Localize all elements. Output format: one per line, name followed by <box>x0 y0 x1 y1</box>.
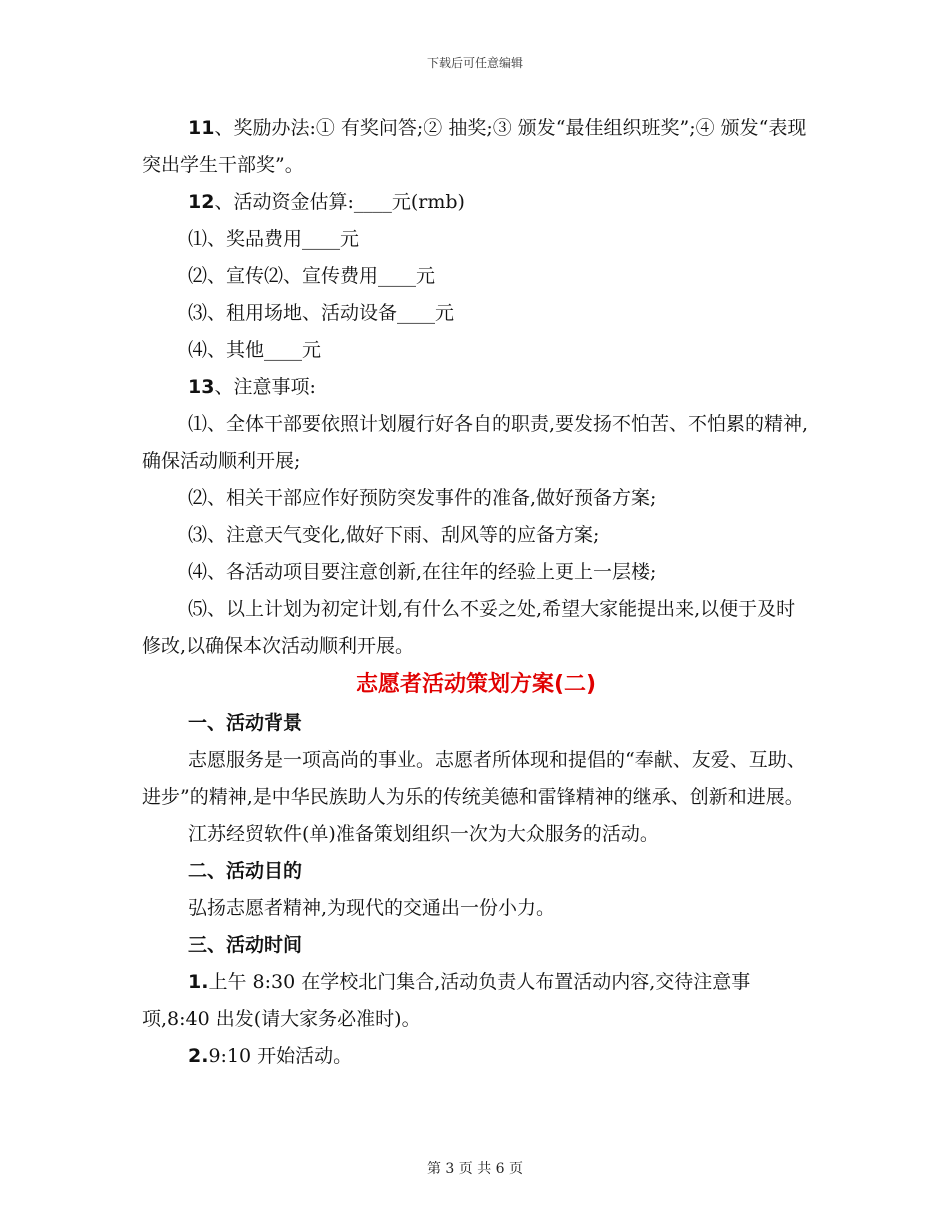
item-number: 1. <box>188 971 209 993</box>
paragraph: 江苏经贸软件(单)准备策划组织一次为大众服务的活动。 <box>188 823 659 845</box>
document-body <box>142 110 810 1075</box>
section-title: 志愿者活动策划方案(二) <box>355 672 597 697</box>
note-line: ⑶、注意天气变化,做好下雨、刮风等的应备方案; <box>188 524 600 546</box>
paragraph: 志愿服务是一项高尚的事业。志愿者所体现和提倡的“奉献、友爱、互助、进步”的精神,是中华民族助人为乐的传统美德和雷锋精神的继承、创新和进展。 <box>142 749 806 808</box>
item-text: 上午 8:30 在学校北门集合,活动负责人布置活动内容,交待注意事项,8:40 出发(请大家务必准时)。 <box>142 971 751 1030</box>
item-text: 、奖励办法:① 有奖问答;② 抽奖;③ 颁发“最佳组织班奖”;④ 颁发“表现突出学生干部奖”。 <box>142 117 807 176</box>
item-text: 、活动资金估算:____元(rmb) <box>214 191 465 213</box>
time-item-1 <box>142 964 810 1038</box>
item-11 <box>142 110 810 184</box>
page-header: 下载后可任意编辑 <box>426 56 523 70</box>
item-number: 13 <box>188 376 215 398</box>
budget-line: ⑷、其他____元 <box>188 339 322 361</box>
budget-line: ⑶、租用场地、活动设备____元 <box>188 302 455 324</box>
item-text: 9:10 开始活动。 <box>208 1045 353 1067</box>
note-line: ⑷、各活动项目要注意创新,在往年的经验上更上一层楼; <box>188 561 657 583</box>
heading-time: 三、活动时间 <box>188 934 303 956</box>
item-text: 、注意事项: <box>214 376 316 398</box>
heading-purpose: 二、活动目的 <box>188 860 303 882</box>
item-12 <box>142 184 810 221</box>
item-number: 2. <box>188 1045 209 1067</box>
budget-line: ⑵、宣传⑵、宣传费用____元 <box>188 265 436 287</box>
heading-background: 一、活动背景 <box>188 712 303 734</box>
paragraph: 弘扬志愿者精神,为现代的交通出一份小力。 <box>188 897 556 919</box>
item-number: 12 <box>188 191 215 213</box>
note-line: ⑴、全体干部要依照计划履行好各自的职责,要发扬不怕苦、不怕累的精神,确保活动顺利开展; <box>142 413 809 472</box>
note-line: ⑵、相关干部应作好预防突发事件的准备,做好预备方案; <box>188 487 657 509</box>
item-number: 11 <box>188 117 215 139</box>
budget-line: ⑴、奖品费用____元 <box>188 228 360 250</box>
note-line: ⑸、以上计划为初定计划,有什么不妥之处,希望大家能提出来,以便于及时修改,以确保本次活动顺利开展。 <box>142 598 796 657</box>
time-item-2 <box>142 1038 810 1075</box>
item-13 <box>142 369 810 406</box>
page-footer: 第 3 页 共 6 页 <box>426 1161 524 1177</box>
